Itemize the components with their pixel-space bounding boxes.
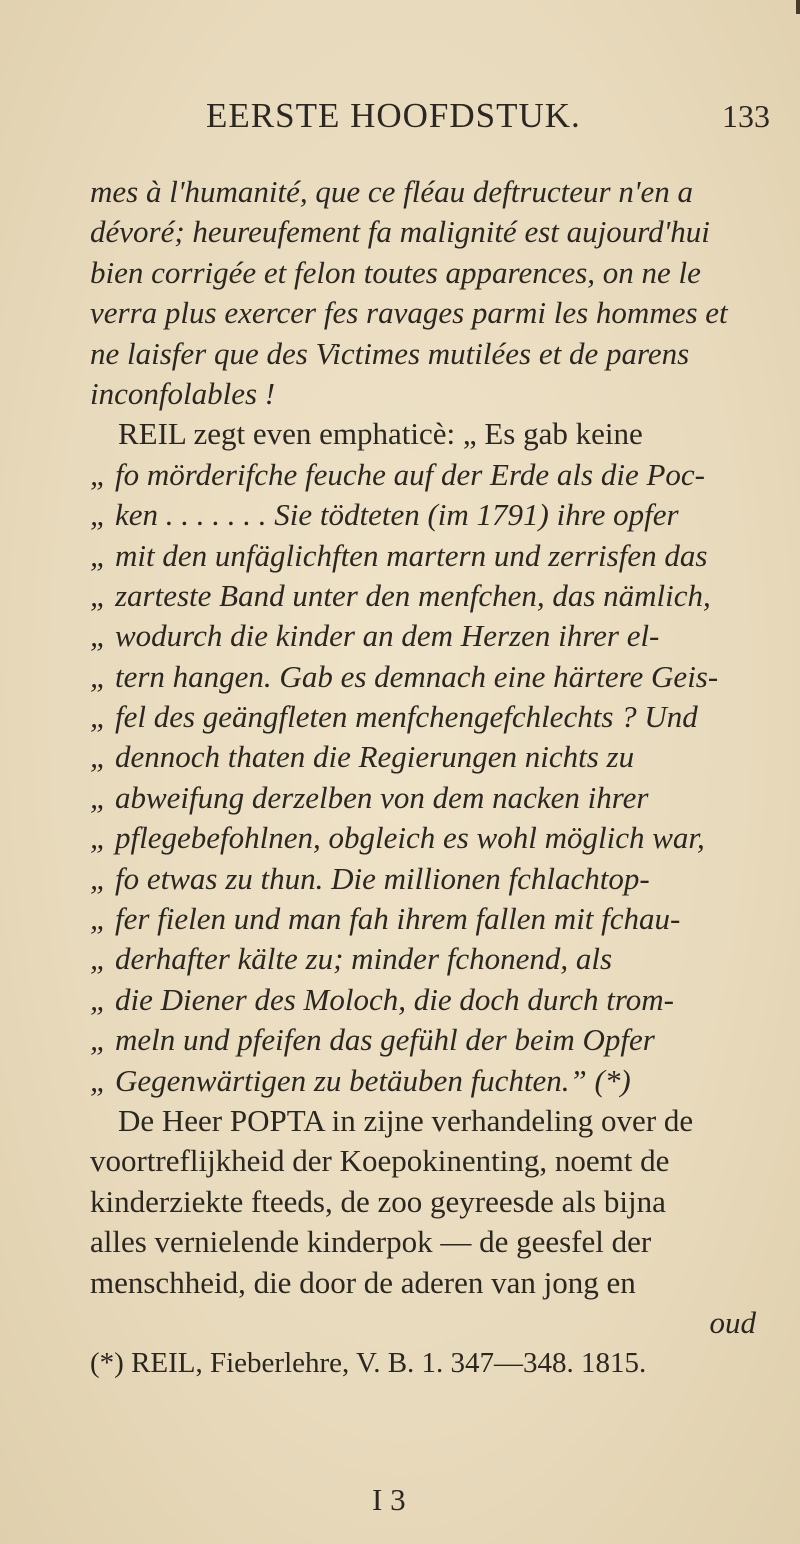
quote-line: „ tern hangen. Gab es demnach eine härtere Geis- bbox=[90, 658, 719, 694]
text-line: inconfolables ! bbox=[90, 375, 276, 411]
quote-line: „ pflegebefohlnen, obgleich es wohl möglich war, bbox=[90, 820, 705, 856]
quote-line: „ Gegenwärtigen zu betäuben fuchten.” (*) bbox=[90, 1062, 631, 1098]
quote-line: „ fer fielen und man fah ihrem fallen mit fchau- bbox=[90, 901, 681, 937]
text-line: dévoré; heureufement fa malignité est aujourd'hui bbox=[90, 214, 710, 250]
body-text bbox=[90, 172, 760, 1383]
quote-line: „ mit den unfäglichften martern und zerrisfen das bbox=[90, 537, 708, 573]
page-number: 133 bbox=[722, 98, 770, 134]
ink-mark bbox=[796, 0, 800, 14]
page-header bbox=[0, 96, 800, 146]
text-line: verra plus exercer fes ravages parmi les hommes et bbox=[90, 295, 728, 331]
catchword: oud bbox=[709, 1304, 756, 1340]
quote-line: „ wodurch die kinder an dem Herzen ihrer el- bbox=[90, 618, 660, 654]
quote-line: „ abweifung derzelben von dem nacken ihrer bbox=[90, 779, 649, 815]
text-line: De Heer POPTA in zijne verhandeling over de bbox=[118, 1102, 694, 1138]
running-head: EERSTE HOOFDSTUK. bbox=[206, 96, 581, 135]
quote-line: „ zarteste Band unter den menfchen, das nämlich, bbox=[90, 577, 711, 613]
text-line: alles vernielende kinderpok — de geesfel der bbox=[90, 1224, 652, 1260]
text-line: voortreflijkheid der Koepokinenting, noemt de bbox=[90, 1143, 670, 1179]
quote-line: „ ken . . . . . . . Sie tödteten (im 1791) ihre opfer bbox=[90, 497, 679, 533]
quote-line: „ derhafter kälte zu; minder fchonend, als bbox=[90, 941, 613, 977]
footnote: (*) REIL, Fieberlehre, V. B. 1. 347—348. 1815. bbox=[90, 1347, 647, 1380]
quote-line: „ dennoch thaten die Regierungen nichts zu bbox=[90, 739, 635, 775]
quote-line: „ fo mörderifche feuche auf der Erde als die Poc- bbox=[90, 456, 705, 492]
quote-line: „ meln und pfeifen das gefühl der beim Opfer bbox=[90, 1022, 655, 1058]
text-line: menschheid, die door de aderen van jong en bbox=[90, 1264, 636, 1300]
quote-line: „ fo etwas zu thun. Die millionen fchlachtop- bbox=[90, 860, 650, 896]
signature-mark: I 3 bbox=[372, 1482, 406, 1517]
text-line: REIL zegt even emphaticè: „ Es gab keine bbox=[118, 416, 643, 452]
text-line: mes à l'humanité, que ce fléau deftructeur n'en a bbox=[90, 174, 693, 209]
text-line: ne laisfer que des Victimes mutilées et de parens bbox=[90, 335, 690, 371]
quote-line: „ die Diener des Moloch, die doch durch trom- bbox=[90, 981, 675, 1017]
text-line: bien corrigée et felon toutes apparences, on ne le bbox=[90, 254, 701, 290]
quote-line: „ fel des geängfleten menfchengefchlechts ? Und bbox=[90, 699, 698, 735]
text-line: kinderziekte fteeds, de zoo geyreesde als bijna bbox=[90, 1183, 666, 1219]
